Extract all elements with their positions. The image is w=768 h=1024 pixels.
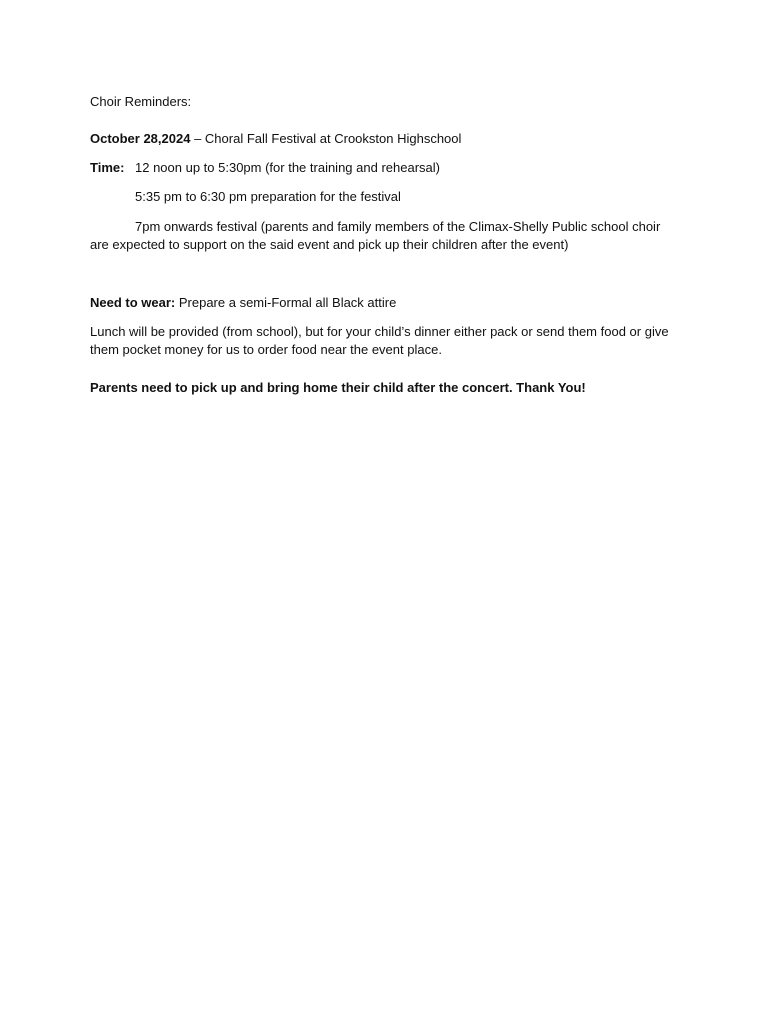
event-line [90,130,461,148]
attire-text: Prepare a semi-Formal all Black attire [175,295,397,310]
time-item-2: 5:35 pm to 6:30 pm preparation for the festival [135,189,401,204]
lunch-paragraph: Lunch will be provided (from school), but for your child’s dinner either pack or send them food or give them pocket money for us to order food near the event place. [90,324,669,357]
time-label: Time: [90,160,125,175]
time-line-2 [90,188,401,206]
attire-line [90,294,396,312]
doc-heading: Choir Reminders: [90,94,192,109]
time-item-3: 7pm onwards festival (parents and family members of the Climax-Shelly Public school choir are expected to support on the said event and pick up their children after the event) [90,219,661,252]
event-description: – Choral Fall Festival at Crookston Highschool [190,131,462,146]
attire-label: Need to wear: [90,295,176,310]
closing-line: Parents need to pick up and bring home their child after the concert. Thank You! [90,380,586,395]
event-date: October 28,2024 [90,131,191,146]
time-line-1 [90,159,440,177]
time-item-1: 12 noon up to 5:30pm (for the training and rehearsal) [135,160,440,175]
time-line-3 [90,218,680,254]
